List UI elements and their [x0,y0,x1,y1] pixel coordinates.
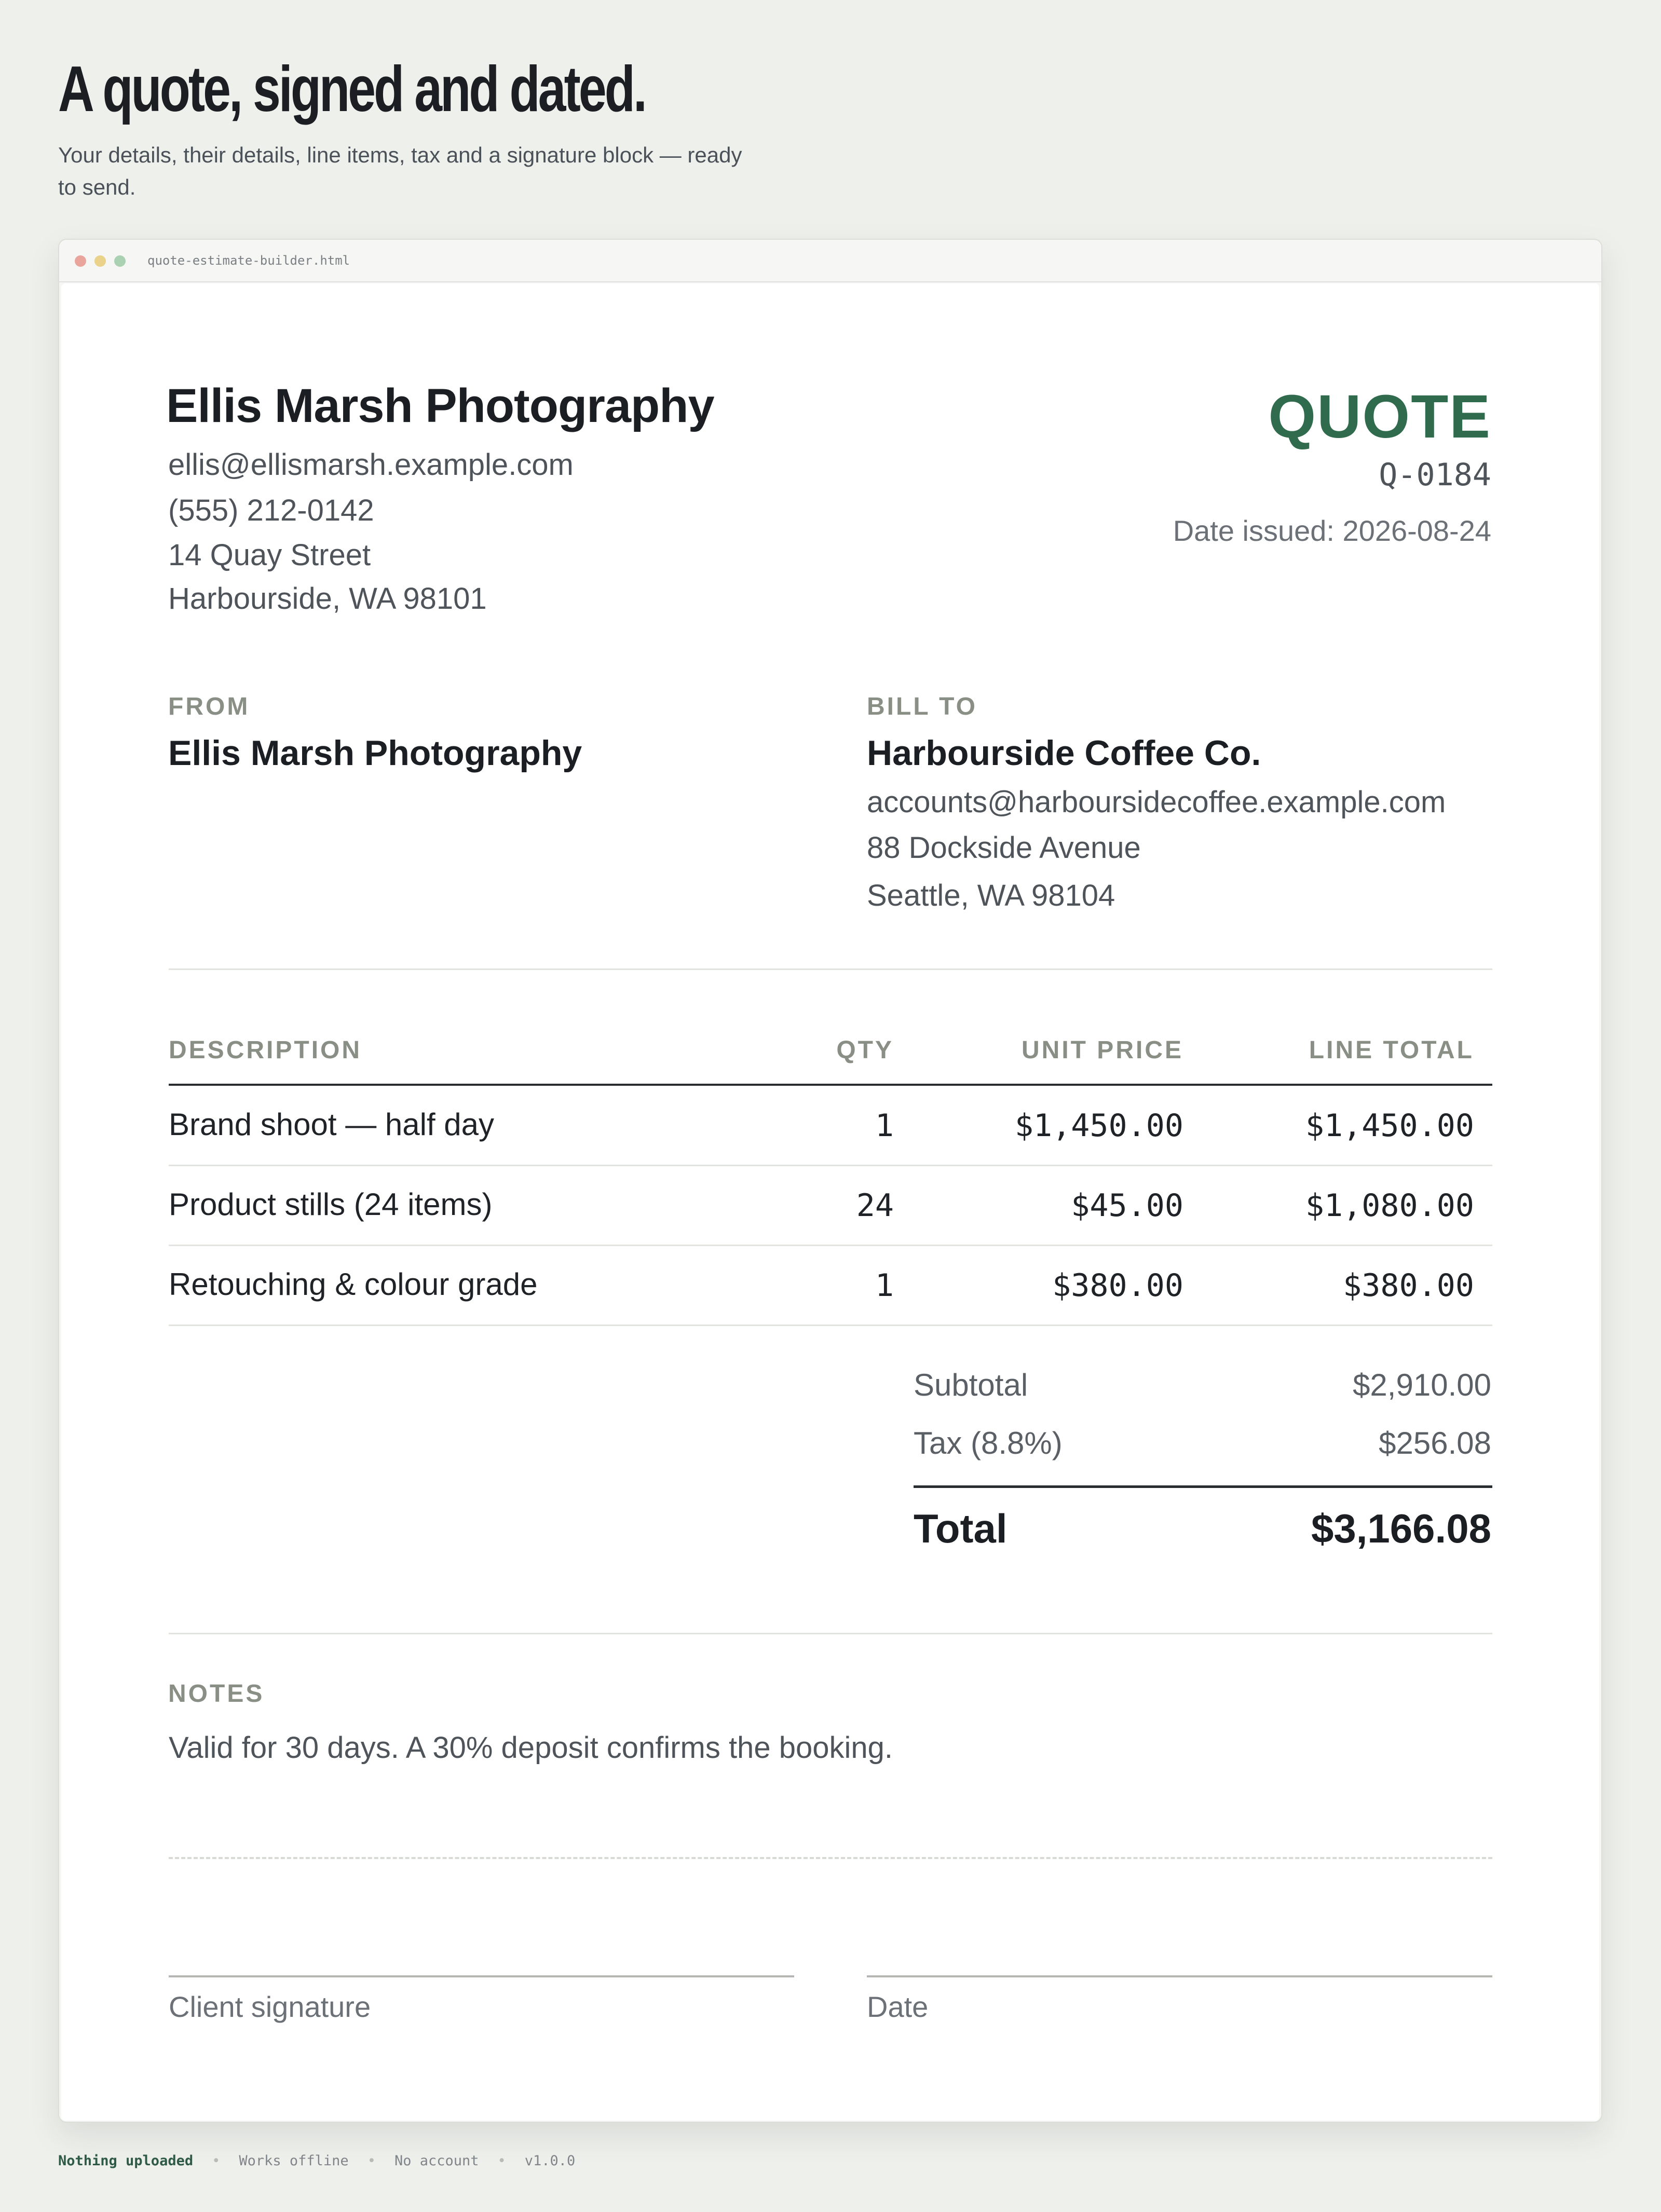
row-qty[interactable]: 24 [856,1187,894,1224]
bill-to-label: BILL TO [867,693,977,720]
client-signature-line [169,1975,794,1977]
separator-dot-icon: • [497,2153,506,2169]
separator-dot-icon: • [212,2153,221,2169]
row-qty[interactable]: 1 [875,1267,894,1304]
footer-item-no-account: No account [394,2153,479,2169]
client-city[interactable]: Seattle, WA 98104 [867,879,1115,912]
divider [169,1633,1492,1634]
row-unit-price[interactable]: $1,450.00 [1014,1108,1183,1144]
business-name[interactable]: Ellis Marsh Photography [166,379,714,432]
business-email[interactable]: ellis@ellismarsh.example.com [168,448,574,482]
maximize-dot-icon[interactable] [114,255,126,267]
divider [169,968,1492,970]
row-divider [169,1165,1492,1166]
business-street[interactable]: 14 Quay Street [168,538,371,572]
subtotal-label: Subtotal [914,1368,1028,1402]
column-header-description: DESCRIPTION [169,1036,362,1064]
row-line-total: $1,080.00 [1305,1187,1474,1224]
from-label: FROM [168,693,250,720]
table-header-rule [169,1084,1492,1086]
column-header-qty: QTY [836,1036,894,1064]
client-street[interactable]: 88 Dockside Avenue [867,831,1141,865]
notes-text[interactable]: Valid for 30 days. A 30% deposit confirms the booking. [169,1731,893,1765]
close-dot-icon[interactable] [75,255,86,267]
column-header-line-total: LINE TOTAL [1309,1036,1474,1064]
business-city[interactable]: Harbourside, WA 98101 [168,582,487,616]
date-issued[interactable]: Date issued: 2026-08-24 [1173,514,1491,547]
date-signature-line [867,1975,1492,1977]
footer-item-nothing-uploaded: Nothing uploaded [58,2153,194,2169]
row-description[interactable]: Product stills (24 items) [169,1187,493,1222]
footer-status-bar [58,2153,575,2169]
client-email[interactable]: accounts@harboursidecoffee.example.com [867,785,1446,819]
notes-label: NOTES [168,1680,265,1708]
separator-dot-icon: • [367,2153,376,2169]
row-divider [169,1245,1492,1246]
subtotal-value: $2,910.00 [1353,1368,1491,1402]
window-titlebar [59,240,1601,282]
date-signature-label: Date [867,1990,929,2023]
total-value: $3,166.08 [1311,1506,1491,1551]
business-phone[interactable]: (555) 212-0142 [168,494,374,527]
total-rule [914,1485,1492,1488]
minimize-dot-icon[interactable] [94,255,106,267]
footer-item-version: v1.0.0 [524,2153,576,2169]
tax-value: $256.08 [1379,1426,1491,1460]
from-name: Ellis Marsh Photography [168,733,582,773]
total-label: Total [914,1506,1008,1551]
page-title: A quote, signed and dated. [58,53,645,125]
row-line-total: $380.00 [1343,1267,1474,1304]
page-subtitle: Your details, their details, line items, tax and a signature block — ready to send. [58,143,742,199]
row-line-total: $1,450.00 [1305,1108,1474,1144]
row-description[interactable]: Brand shoot — half day [169,1107,495,1142]
quote-number[interactable]: Q-0184 [1379,457,1491,493]
row-unit-price[interactable]: $45.00 [1071,1187,1183,1224]
row-description[interactable]: Retouching & colour grade [169,1267,538,1302]
window-filename: quote-estimate-builder.html [147,253,350,268]
tax-label[interactable]: Tax (8.8%) [914,1426,1063,1460]
document-type-heading: QUOTE [1268,383,1491,451]
row-qty[interactable]: 1 [875,1108,894,1144]
dashed-divider [169,1857,1492,1859]
row-divider [169,1325,1492,1326]
footer-item-works-offline: Works offline [239,2153,349,2169]
column-header-unit-price: UNIT PRICE [1021,1036,1183,1064]
client-signature-label: Client signature [169,1990,371,2023]
client-name[interactable]: Harbourside Coffee Co. [867,733,1261,773]
row-unit-price[interactable]: $380.00 [1052,1267,1183,1304]
